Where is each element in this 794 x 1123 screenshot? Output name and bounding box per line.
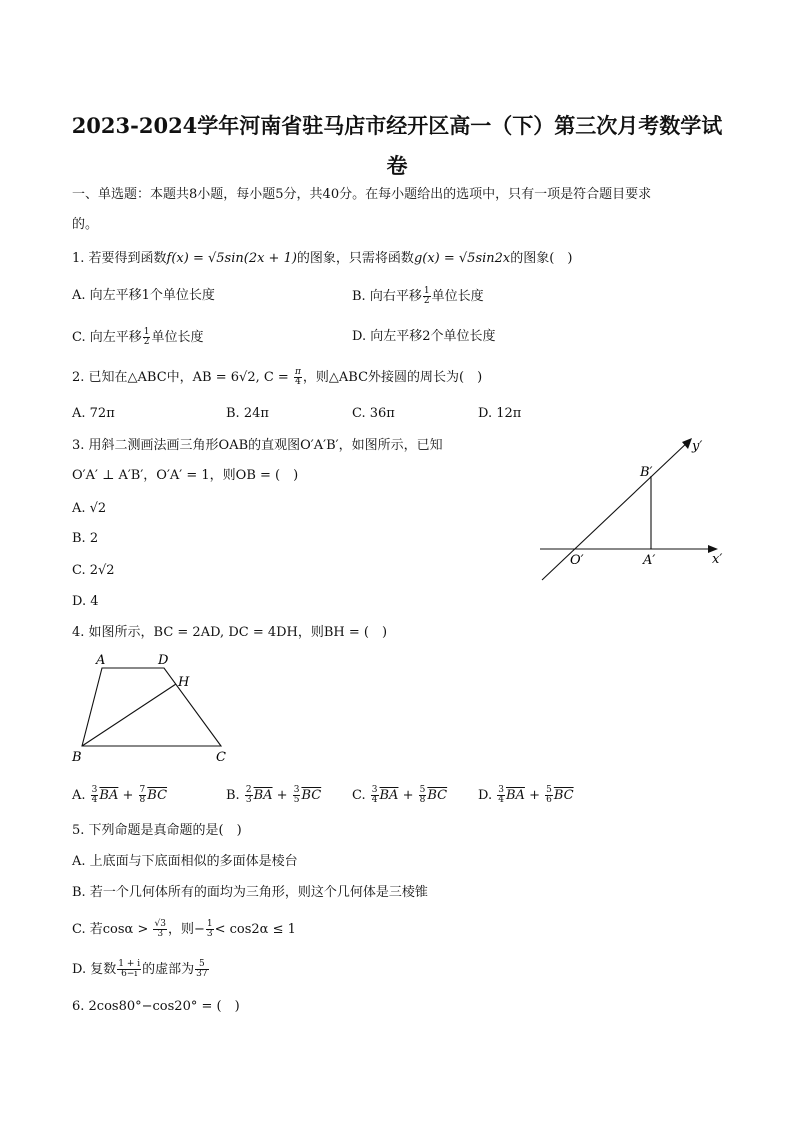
q4-d-coef-1: $\frac{3}{4}$ [498,785,504,805]
q4-d-vec-1: $\overline{BA}$ [505,788,525,803]
q4-option-a-label: A. [72,788,86,803]
q4-b-coef-1: $\frac{2}{3}$ [245,785,252,805]
q4-b-vec-2: $\overline{BC}$ [301,788,322,803]
q4-option-c[interactable] [352,786,447,805]
q4-a-vec-1: $\overline{BA}$ [99,788,119,803]
q5-c-post: < cos2α ≤ 1 [214,922,296,937]
label-a-prime: A′ [643,553,656,568]
trapezoid [82,668,221,746]
y-axis [542,440,690,580]
question-3-cont: O′A′ ⊥ A′B′，O′A′ = 1，则OB = ( ) [72,468,299,483]
q1-option-c-pre: C. 向左平移 [72,330,142,345]
q4-d-op: + [529,788,540,803]
q1-option-c-post: 单位长度 [151,330,204,345]
q5-option-b[interactable]: B. 若一个几何体所有的面均为三角形，则这个几何体是三棱锥 [72,885,428,900]
q1-option-c[interactable] [72,328,204,347]
label-x-prime: x′ [712,552,723,567]
q1-function-f: f(x) = √5sin(2x + 1) [166,251,297,266]
q5-c-pre: C. 若cosα > [72,922,153,937]
q4-c-coef-1: $\frac{3}{4}$ [371,785,378,805]
section-instructions-cont: 的。 [72,217,99,232]
q4-b-op: + [276,788,288,803]
label-y-prime: y′ [692,439,703,454]
label-c: C [216,750,226,765]
label-o-prime: O′ [570,553,584,568]
q2-option-d[interactable]: D. 12π [478,406,522,421]
q4-a-op: + [122,788,134,803]
label-a: A [96,653,106,668]
label-h: H [178,675,190,690]
q4-option-d-label: D. [478,788,493,803]
q2-pi-fraction: $\frac{\pi}{4}$ [294,367,301,387]
q1-suffix: 的图象( ) [510,251,573,266]
question-5: 5. 下列命题是真命题的是( ) [72,823,242,838]
q2-option-a[interactable]: A. 72π [72,406,115,421]
q1-option-b[interactable] [352,287,484,306]
q4-option-a[interactable] [72,786,167,805]
q1-option-a[interactable]: A. 向左平移1个单位长度 [72,288,215,303]
q5-option-d[interactable] [72,960,210,979]
q2-option-b[interactable]: B. 24π [226,406,269,421]
q3-figure [530,430,730,590]
q4-c-op: + [402,788,414,803]
q4-c-coef-2: $\frac{5}{8}$ [419,785,426,805]
question-1 [72,250,572,268]
q4-figure [66,648,236,768]
q5-d-fraction-1: $\frac{1 + i}{6-i}$ [118,959,141,979]
label-b-prime: B′ [640,465,653,480]
q5-option-a[interactable]: A. 上底面与下底面相似的多面体是棱台 [72,854,298,869]
q1-option-c-fraction: $\frac{1}{2}$ [143,327,150,347]
q5-d-pre: D. 复数 [72,962,117,977]
q4-b-coef-2: $\frac{3}{5}$ [293,785,300,805]
q4-option-c-label: C. [352,788,366,803]
q1-function-g: g(x) = √5sin2x [413,251,511,266]
y-axis-arrow-icon [682,438,692,449]
q2-text-post: ，则△ABC外接圆的周长为( ) [302,370,483,385]
q2-option-c[interactable]: C. 36π [352,406,395,421]
q4-c-vec-2: $\overline{BC}$ [427,788,448,803]
q5-d-fraction-2: $\frac{5}{37}$ [196,959,208,979]
q4-c-vec-1: $\overline{BA}$ [379,788,399,803]
q1-option-d[interactable]: D. 向左平移2个单位长度 [352,329,496,344]
question-6: 6. 2cos80°−cos20° = ( ) [72,999,240,1014]
q1-option-b-post: 单位长度 [431,289,484,304]
q2-text-pre: 2. 已知在△ABC中，AB = 6√2, C = [72,370,293,385]
q4-option-d[interactable] [478,786,574,805]
q5-option-c[interactable] [72,920,296,939]
q1-mid: 的图象，只需将函数 [296,251,414,266]
page-title [60,106,734,186]
q4-d-coef-2: $\frac{5}{6}$ [546,785,552,805]
q5-c-fraction-2: $\frac{1}{3}$ [206,919,213,939]
q5-c-mid: ，则− [167,922,205,937]
label-b: B [72,750,82,765]
title-line-2: 卷 [386,153,408,178]
label-d: D [158,653,169,668]
q3-option-a[interactable]: A. √2 [72,501,107,516]
question-4 [72,624,387,642]
q4-a-coef-1: $\frac{3}{4}$ [91,785,98,805]
segment-bh [82,684,176,746]
q4-option-b-label: B. [226,788,240,803]
q5-d-mid: 的虚部为 [142,962,195,977]
q4-option-b[interactable] [226,786,321,805]
q3-option-c[interactable]: C. 2√2 [72,563,115,578]
q1-option-b-fraction: $\frac{1}{2}$ [423,286,430,306]
q4-a-vec-2: $\overline{BC}$ [147,788,168,803]
q4-text: 4. 如图所示，BC = 2AD, DC = 4DH，则BH = ( ) [72,625,388,640]
title-line-1: 2023-2024学年河南省驻马店市经开区高一（下）第三次月考数学试 [71,113,723,138]
q4-b-vec-1: $\overline{BA}$ [253,788,273,803]
q1-prefix: 1. 若要得到函数 [72,251,167,266]
q5-c-fraction-1: $\frac{√3}{3}$ [154,919,166,939]
q4-d-vec-2: $\overline{BC}$ [553,788,574,803]
q3-option-d[interactable]: D. 4 [72,594,99,609]
question-2 [72,368,482,387]
q1-option-b-pre: B. 向右平移 [352,289,422,304]
section-instructions: 一、单选题：本题共8小题，每小题5分，共40分。在每小题给出的选项中，只有一项是符合题目要求 [72,187,652,202]
q3-option-b[interactable]: B. 2 [72,531,99,546]
q4-a-coef-2: $\frac{7}{8}$ [139,785,146,805]
question-3: 3. 用斜二测画法画三角形OAB的直观图O′A′B′，如图所示，已知 [72,438,443,453]
